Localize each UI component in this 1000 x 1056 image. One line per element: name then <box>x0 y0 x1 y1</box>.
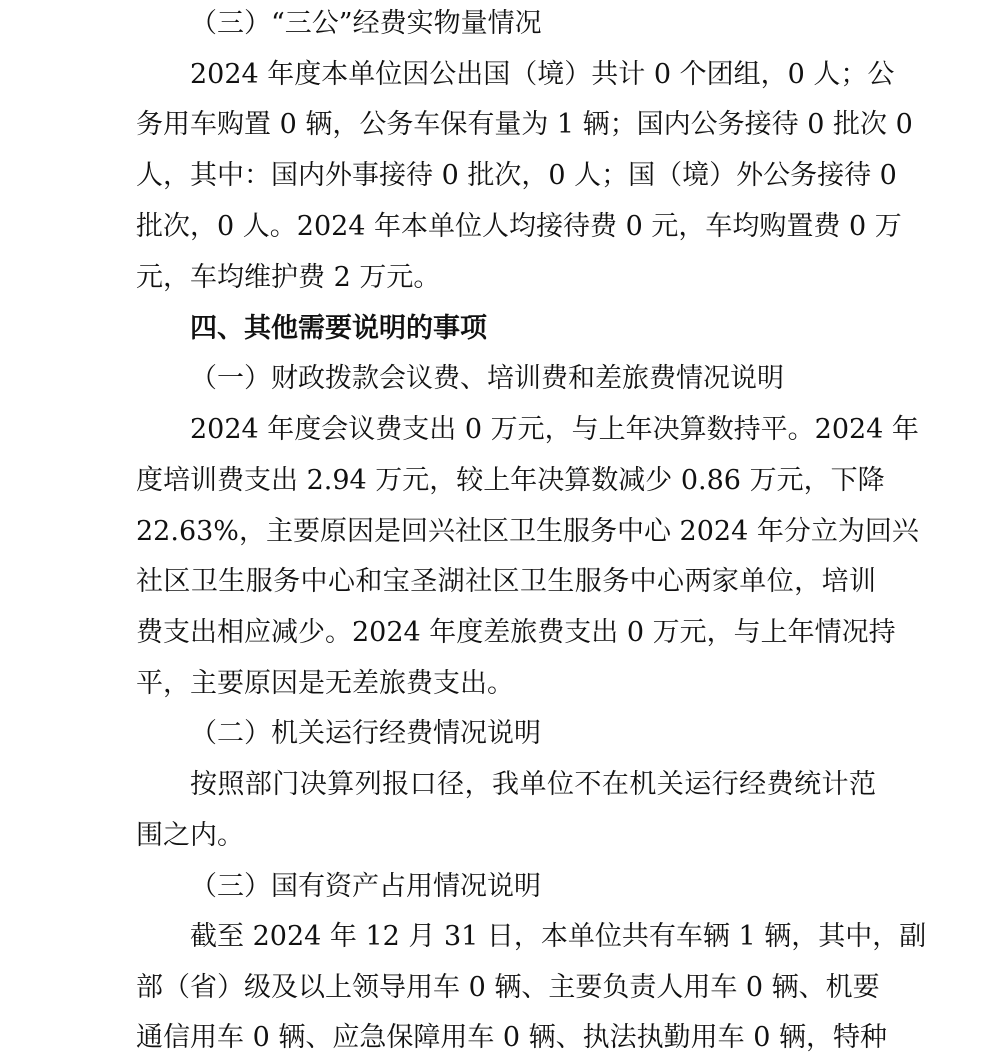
subsection-heading-meeting-training-travel: （一）财政拨款会议费、培训费和差旅费情况说明 <box>190 363 784 394</box>
paragraph-line: 2024 年度会议费支出 0 万元，与上年决算数持平。2024 年 <box>190 414 919 445</box>
subsection-heading-state-assets: （三）国有资产占用情况说明 <box>190 871 541 902</box>
paragraph-line: 度培训费支出 2.94 万元，较上年决算数减少 0.86 万元，下降 <box>136 465 885 496</box>
paragraph-line: 务用车购置 0 辆，公务车保有量为 1 辆；国内公务接待 0 批次 0 <box>136 109 913 140</box>
paragraph-line: 围之内。 <box>136 820 244 851</box>
paragraph-line: 元，车均维护费 2 万元。 <box>136 262 441 293</box>
paragraph-line: 人，其中：国内外事接待 0 批次，0 人；国（境）外公务接待 0 <box>136 160 897 191</box>
section-heading-sangong-quantity: （三）“三公”经费实物量情况 <box>190 8 542 39</box>
paragraph-line: 部（省）级及以上领导用车 0 辆、主要负责人用车 0 辆、机要 <box>136 972 880 1003</box>
paragraph-line: 截至 2024 年 12 月 31 日，本单位共有车辆 1 辆，其中，副 <box>190 921 927 952</box>
paragraph-line: 通信用车 0 辆、应急保障用车 0 辆、执法执勤用车 0 辆，特种 <box>136 1022 888 1053</box>
paragraph-line: 批次，0 人。2024 年本单位人均接待费 0 元，车均购置费 0 万 <box>136 211 902 242</box>
paragraph-line: 按照部门决算列报口径，我单位不在机关运行经费统计范 <box>190 769 876 800</box>
paragraph-line: 社区卫生服务中心和宝圣湖社区卫生服务中心两家单位，培训 <box>136 566 876 597</box>
paragraph-line: 2024 年度本单位因公出国（境）共计 0 个团组，0 人；公 <box>190 59 895 90</box>
section-heading-other-matters: 四、其他需要说明的事项 <box>190 313 487 344</box>
subsection-heading-operating-expenses: （二）机关运行经费情况说明 <box>190 718 541 749</box>
paragraph-line: 平，主要原因是无差旅费支出。 <box>136 668 514 699</box>
paragraph-line: 费支出相应减少。2024 年度差旅费支出 0 万元，与上年情况持 <box>136 617 896 648</box>
paragraph-line: 22.63%，主要原因是回兴社区卫生服务中心 2024 年分立为回兴 <box>136 516 919 547</box>
